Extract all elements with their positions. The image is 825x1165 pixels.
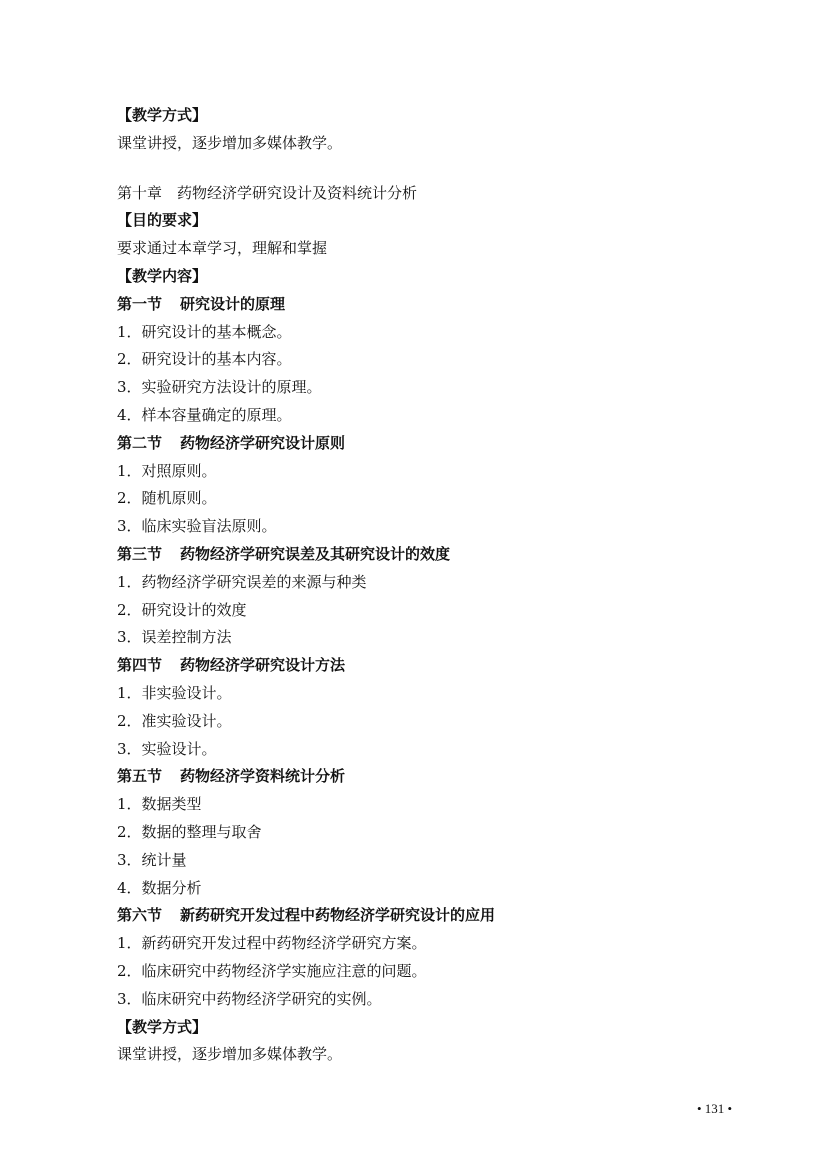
list-item: 2．研究设计的效度 (117, 600, 247, 619)
list-item: 3．临床实验盲法原则。 (117, 517, 277, 536)
content-heading: 【教学内容】 (117, 266, 208, 285)
list-item: 1．研究设计的基本概念。 (117, 322, 292, 341)
section-heading (117, 291, 757, 319)
list-item: 4．数据分析 (117, 878, 202, 897)
goal-text: 要求通过本章学习，理解和掌握 (117, 239, 328, 258)
list-item: 2．数据的整理与取舍 (117, 822, 262, 841)
list-item: 3．临床研究中药物经济学研究的实例。 (117, 989, 382, 1008)
section-label: 第三节 (117, 544, 163, 563)
chapter-title: 第十章 药物经济学研究设计及资料统计分析 (117, 183, 418, 202)
list-item: 2．随机原则。 (117, 489, 217, 508)
section-label: 第一节 (117, 294, 163, 313)
section-heading (117, 430, 757, 458)
goal-heading: 【目的要求】 (117, 211, 208, 230)
document-body (117, 102, 757, 1069)
section-title: 药物经济学研究误差及其研究设计的效度 (180, 544, 451, 563)
list-item: 1．新药研究开发过程中药物经济学研究方案。 (117, 934, 427, 953)
teaching-method-text-2: 课堂讲授，逐步增加多媒体教学。 (117, 1045, 343, 1064)
list-item: 3．实验设计。 (117, 739, 217, 758)
list-item: 1．对照原则。 (117, 461, 217, 480)
section-title: 研究设计的原理 (180, 294, 286, 313)
teaching-method-text: 课堂讲授，逐步增加多媒体教学。 (117, 133, 343, 152)
section-title: 药物经济学研究设计方法 (180, 656, 346, 675)
list-item: 2．准实验设计。 (117, 711, 232, 730)
page-number: • 131 • (697, 1101, 733, 1116)
list-item: 2．研究设计的基本内容。 (117, 350, 292, 369)
section-label: 第二节 (117, 433, 163, 452)
section-heading (117, 902, 757, 930)
section-label: 第五节 (117, 767, 163, 786)
list-item: 1．药物经济学研究误差的来源与种类 (117, 572, 367, 591)
section-title: 药物经济学资料统计分析 (180, 767, 346, 786)
list-item: 1．数据类型 (117, 795, 202, 814)
spacer (117, 158, 757, 180)
list-item: 3．误差控制方法 (117, 628, 232, 647)
teaching-method-heading: 【教学方式】 (117, 106, 208, 124)
list-item: 3．统计量 (117, 850, 187, 869)
list-item: 3．实验研究方法设计的原理。 (117, 378, 322, 397)
section-title: 新药研究开发过程中药物经济学研究设计的应用 (180, 906, 496, 925)
teaching-method-heading-2: 【教学方式】 (117, 1017, 208, 1036)
section-heading (117, 763, 757, 791)
section-label: 第六节 (117, 906, 163, 925)
section-heading (117, 652, 757, 680)
list-item: 1．非实验设计。 (117, 683, 232, 702)
section-heading (117, 541, 757, 569)
list-item: 2．临床研究中药物经济学实施应注意的问题。 (117, 961, 427, 980)
sections-list (117, 291, 757, 1014)
section-title: 药物经济学研究设计原则 (180, 433, 346, 452)
list-item: 4．样本容量确定的原理。 (117, 405, 292, 424)
section-label: 第四节 (117, 656, 163, 675)
